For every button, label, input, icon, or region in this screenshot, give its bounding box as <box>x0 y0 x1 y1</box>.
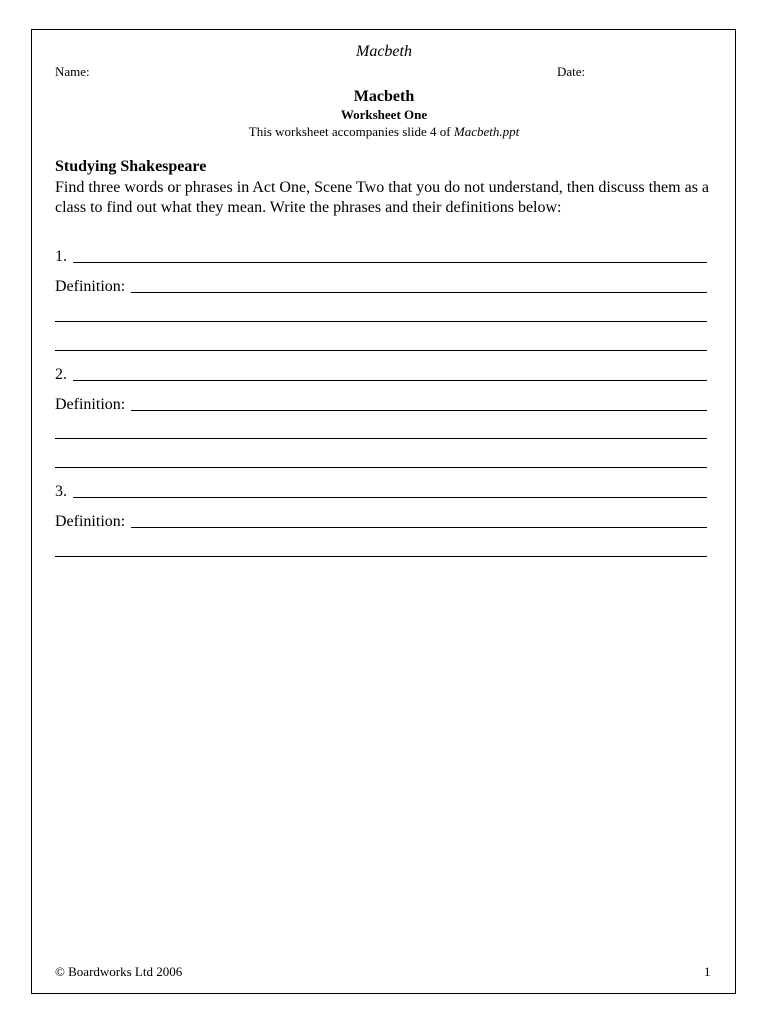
phrase-3-line[interactable] <box>55 481 707 501</box>
phrase-1-line[interactable] <box>55 246 707 266</box>
phrase-1-blank[interactable] <box>73 262 707 263</box>
instructions-text: Find three words or phrases in Act One, Scene Two that you do not understand, then discuss them as a class to find out what they mean. Write the phrases and their definitions below: <box>55 179 710 216</box>
definition-1-line[interactable] <box>55 276 707 296</box>
accompany-note <box>0 124 768 140</box>
phrase-2-line[interactable] <box>55 364 707 384</box>
definition-2-blank[interactable] <box>131 410 707 411</box>
definition-3-line[interactable] <box>55 511 707 531</box>
phrase-2-label: 2. <box>55 366 67 383</box>
phrase-3-blank[interactable] <box>73 497 707 498</box>
definition-2-extra-line[interactable] <box>55 467 707 468</box>
definition-3-label: Definition: <box>55 513 126 530</box>
definition-1-extra-line[interactable] <box>55 350 707 351</box>
date-label: Date: <box>557 64 586 79</box>
definition-2-label: Definition: <box>55 396 126 413</box>
worksheet-subtitle: Worksheet One <box>340 107 428 122</box>
phrase-3-label: 3. <box>55 483 67 500</box>
name-label: Name: <box>55 64 90 79</box>
worksheet-title: Macbeth <box>353 88 415 105</box>
definition-2-extra-line[interactable] <box>55 438 707 439</box>
definition-3-blank[interactable] <box>131 527 707 528</box>
running-title: Macbeth <box>356 43 412 60</box>
phrase-1-label: 1. <box>55 248 67 265</box>
definition-3-extra-line[interactable] <box>55 556 707 557</box>
definition-1-blank[interactable] <box>131 292 707 293</box>
phrase-2-blank[interactable] <box>73 380 707 381</box>
definition-1-label: Definition: <box>55 278 126 295</box>
page-number: 1 <box>704 964 711 979</box>
definition-2-line[interactable] <box>55 394 707 414</box>
copyright-footer: © Boardworks Ltd 2006 <box>55 964 183 979</box>
section-heading: Studying Shakespeare <box>55 158 207 175</box>
definition-1-extra-line[interactable] <box>55 321 707 322</box>
accompany-prefix: This worksheet accompanies slide 4 of <box>248 124 454 139</box>
accompany-file: Macbeth.ppt <box>453 124 520 139</box>
